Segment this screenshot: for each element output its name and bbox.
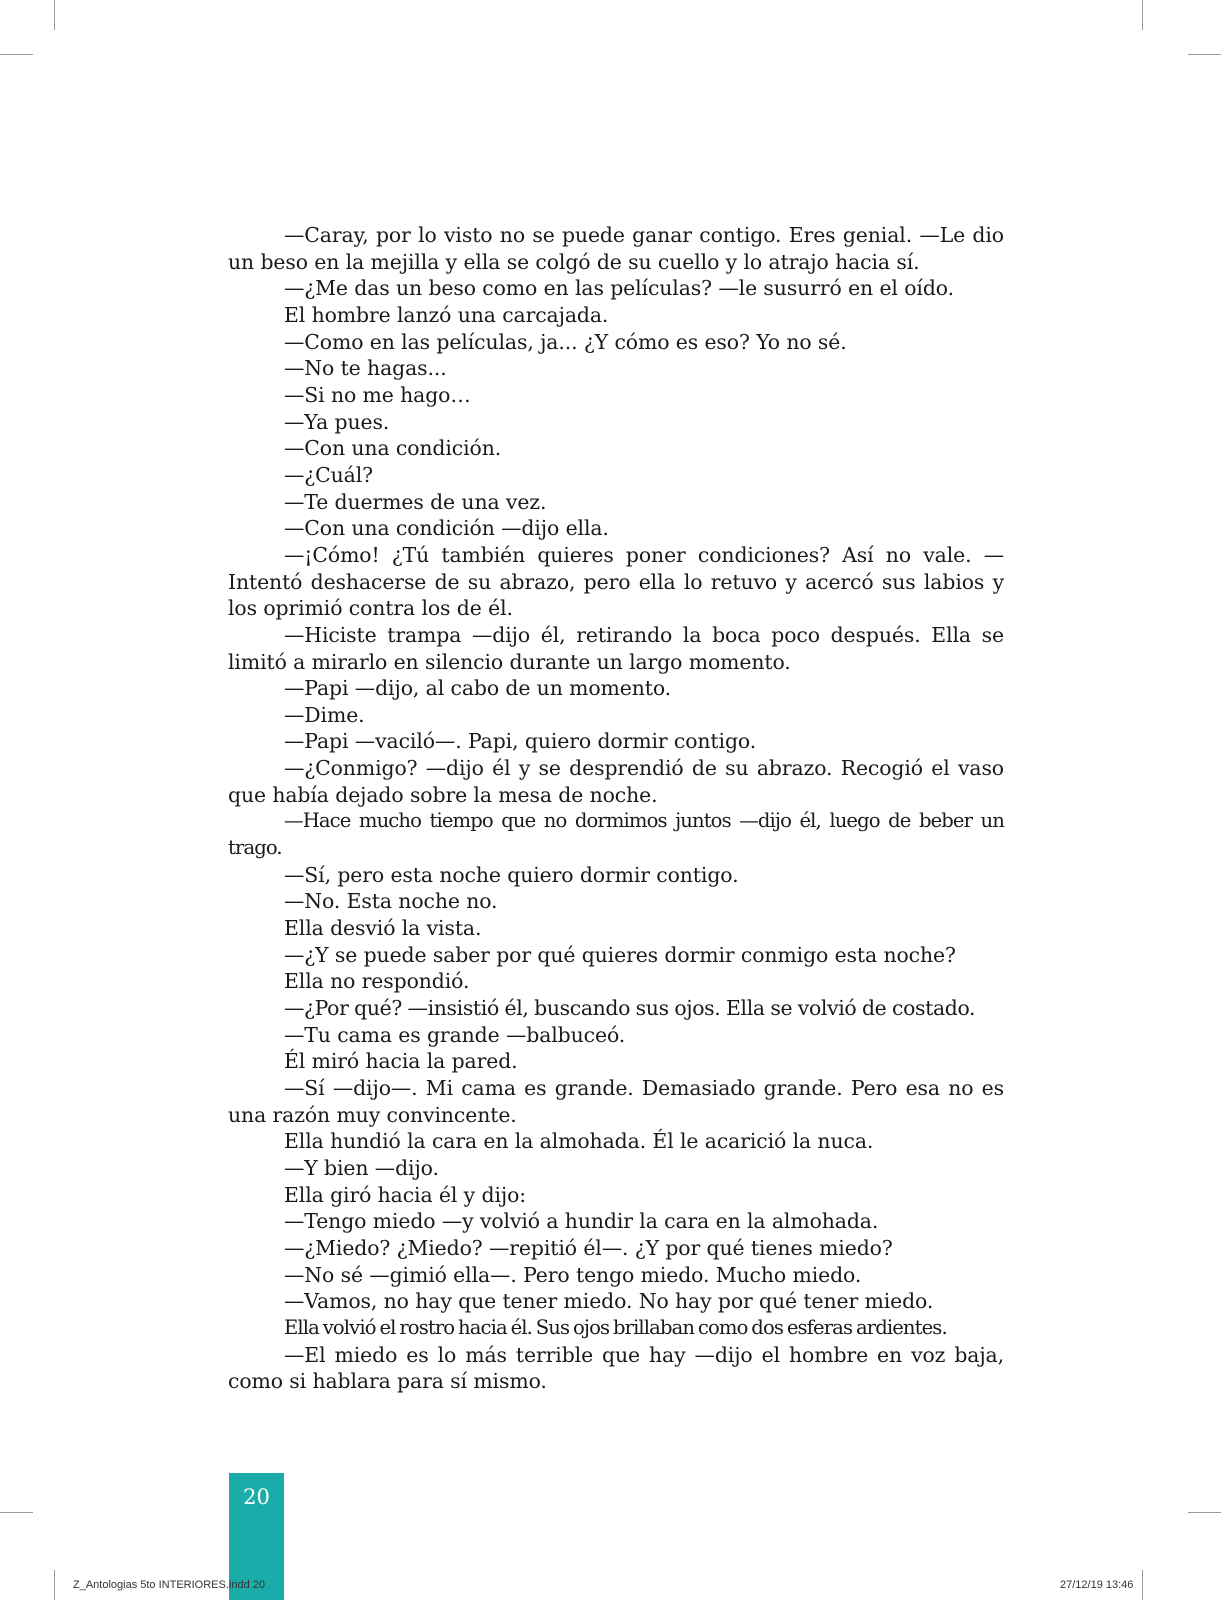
paragraph: —Dime. (284, 702, 365, 727)
crop-mark-left-bottom (0, 1512, 33, 1513)
paragraph: —Tu cama es grande —balbuceó. (284, 1022, 626, 1047)
paragraph: —Como en las películas, ja... ¿Y cómo es eso? Yo no sé. (284, 329, 847, 354)
paragraph: —Hiciste trampa —dijo él, retirando la boca poco después. Ella se limitó a mirarlo en silencio durante un largo momento. (228, 622, 1004, 674)
paragraph: —No sé —gimió ella—. Pero tengo miedo. Mucho miedo. (284, 1262, 862, 1287)
paragraph: —No te hagas... (284, 356, 447, 381)
paragraph: —Sí, pero esta noche quiero dormir contigo. (284, 862, 739, 887)
paragraph: Ella hundió la cara en la almohada. Él le acarició la nuca. (284, 1129, 874, 1154)
crop-mark-left-top (0, 54, 33, 55)
body-text (228, 222, 1004, 1395)
crop-mark-right-top (1188, 54, 1221, 55)
paragraph: Ella desvió la vista. (284, 916, 482, 941)
crop-mark-top-left (54, 0, 55, 30)
paragraph: —Hace mucho tiempo que no dormimos juntos —dijo él, luego de beber un trago. (228, 809, 1004, 860)
page-number: 20 (243, 1485, 270, 1509)
paragraph: El hombre lanzó una carcajada. (284, 302, 609, 327)
paragraph: —¿Miedo? ¿Miedo? —repitió él—. ¿Y por qué tienes miedo? (284, 1235, 893, 1260)
paragraph: —¿Conmigo? —dijo él y se desprendió de su abrazo. Recogió el vaso que había dejado sobre la mesa de noche. (228, 756, 1004, 807)
paragraph: —Vamos, no hay que tener miedo. No hay por qué tener miedo. (284, 1289, 934, 1314)
paragraph: —¿Me das un beso como en las películas? —le susurró en el oído. (284, 276, 954, 301)
paragraph: —¿Cuál? (284, 462, 373, 487)
crop-mark-top-right (1142, 0, 1143, 30)
paragraph: —Ya pues. (284, 409, 390, 434)
crop-mark-right-bottom (1188, 1512, 1221, 1513)
slug-datetime: 27/12/19 13:46 (1060, 1579, 1134, 1591)
paragraph: —Papi —dijo, al cabo de un momento. (284, 676, 672, 701)
paragraph: —Si no me hago… (284, 382, 471, 407)
paragraph: —Y bien —dijo. (284, 1155, 439, 1180)
paragraph: —Con una condición. (284, 436, 502, 461)
paragraph: —Sí —dijo—. Mi cama es grande. Demasiado grande. Pero esa no es una razón muy convincente. (228, 1076, 1004, 1127)
paragraph: Él miró hacia la pared. (284, 1049, 518, 1074)
paragraph: —El miedo es lo más terrible que hay —dijo el hombre en voz baja, como si hablara para sí mismo. (228, 1342, 1004, 1394)
paragraph: Ella no respondió. (284, 969, 470, 994)
paragraph: —Tengo miedo —y volvió a hundir la cara en la almohada. (284, 1209, 879, 1234)
paragraph: —No. Esta noche no. (284, 889, 498, 914)
paragraph: —Te duermes de una vez. (284, 489, 547, 514)
paragraph: —Caray, por lo visto no se puede ganar contigo. Eres genial. —Le dio un beso en la mejilla y ella se colgó de su cuello y lo atrajo hacia sí. (228, 223, 1004, 274)
paragraph: —¿Por qué? —insistió él, buscando sus ojos. Ella se volvió de costado. (284, 996, 976, 1021)
paragraph: —Con una condición —dijo ella. (284, 516, 609, 541)
crop-mark-bottom-right (1142, 1570, 1143, 1600)
paragraph: —¡Cómo! ¿Tú también quieres poner condiciones? Así no vale. —Intentó deshacerse de su abrazo, pero ella lo retuvo y acercó sus labios y los oprimió contra los de él. (228, 542, 1004, 621)
paragraph: Ella volvió el rostro hacia él. Sus ojos brillaban como dos esferas ardientes. (284, 1315, 947, 1339)
paragraph: Ella giró hacia él y dijo: (284, 1182, 527, 1207)
paragraph: —¿Y se puede saber por qué quieres dormir conmigo esta noche? (284, 942, 956, 967)
paragraph: —Papi —vaciló—. Papi, quiero dormir contigo. (284, 729, 757, 754)
slug-file-name: Z_Antologias 5to INTERIORES.indd 20 (73, 1579, 265, 1591)
crop-mark-bottom-left (54, 1570, 55, 1600)
